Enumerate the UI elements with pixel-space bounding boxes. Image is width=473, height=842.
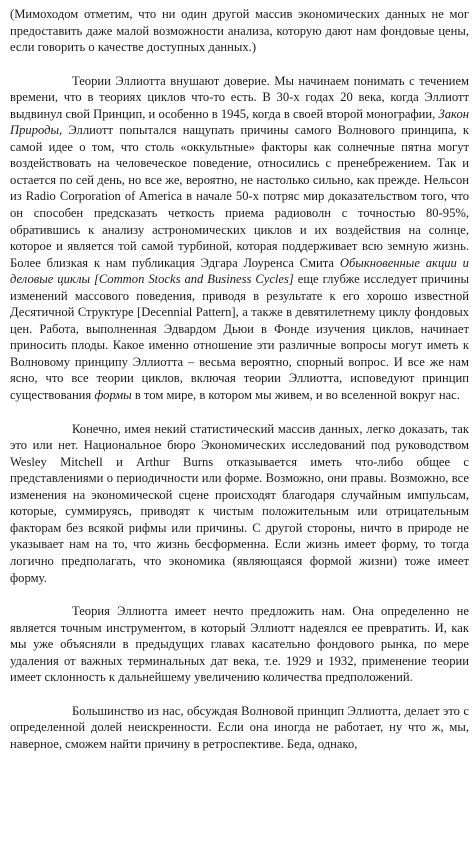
paragraph-statistics — [10, 421, 469, 586]
text-span: Теория Эллиотта имеет нечто предложить нам. Она определенно не является точным инструментом, в который Эллиотт надеялся ее превратить. И, как мы уже объясняли в предыдущих главах касательно фондового рынка, по мере удаления от важных терминальных дат века, т.е. 1929 и 1932, применение теории имеет склонность к дальнейшему увеличению количества предположений. — [10, 604, 469, 685]
book-title-law-of-nature: Закон Природы, — [10, 106, 469, 138]
text-span: Большинство из нас, обсуждая Волновой принцип Эллиотта, делает это с определенной долей неискренности. Если она иногда не работает, ну что ж, мы, наверное, сможем найти причину в ретроспективе. Беда, однако, — [10, 703, 469, 751]
note-text: (Мимоходом отметим, что ни один другой массив экономических данных не мог предоставить даже малой возможности анализа, которую дают нам фондовые цены, если говорить о качестве доступных данных.) — [10, 7, 469, 55]
paragraph-elliott-offers — [10, 603, 469, 686]
text-span: Теории Эллиотта внушают доверие. Мы начинаем понимать с течением времени, что в теориях циклов что-то есть. В 30-х годах 20 века, когда Эллиотт выдвинул свой Принцип, и особенно в 1945, когда в своей второй монографии, — [10, 73, 469, 121]
paragraph-gap — [10, 686, 469, 703]
paragraph-gap — [10, 586, 469, 603]
paragraph-most-of-us — [10, 703, 469, 753]
book-title-common-stocks: Обыкновенные акции и деловые циклы [Common Stocks and Business Cycles] — [10, 255, 469, 287]
text-span: в том мире, в котором мы живем, и во вселенной вокруг нас. — [131, 388, 460, 403]
paragraph-gap — [10, 56, 469, 73]
paragraph-elliott-trust — [10, 73, 469, 404]
text-span: Эллиотт попытался нащупать причины самого Волнового принципа, к самой идее о том, что столь «оккультные» факторы как солнечные пятна могут воздействовать на человеческое поведение, относились с пренебрежением. Так и остается по сей день, но все же, вероятно, не настолько сильно, как прежде. Нельсон из Radio Corporation of America в начале 50-х потряс мир доказательством того, что он способен предсказать четкость приема радиоволн с точностью 80-95%, обратившись к анализу астрономических циклов и их воздействия на солнце, которое и является той самой турбиной, которая поддерживает всю земную жизнь. Более близкая к нам публикация Эдгара Лоуренса Смита — [10, 123, 469, 270]
emphasis-form: формы — [94, 388, 132, 403]
text-span: Конечно, имея некий статистический массив данных, легко доказать, так это или нет. Национальное бюро Экономических исследований под руководством Wesley Mitchell и Arthur Burns отказывается иметь что-либо общее с представлениями о периодичности или форме. Возможно, они правы. Возможно, все изменения на экономической сцене происходят благодаря случайным импульсам, которые, суммируясь, приводят к чистым положительным или отрицательным факторам без всякой рифмы или причины. С другой стороны, ничто в природе не указывает нам на то, что жизнь бесформенна. Если жизнь имеет форму, то тогда логично предполагать, что экономика (являющаяся формой жизни) тоже имеет форму. — [10, 421, 469, 585]
parenthetical-note — [10, 6, 469, 56]
text-span: еще глубже исследует причины изменений массового поведения, приводя в результате к его хорошо известной Десятичной Структуре [Decennial Pattern], а также в девятилетнему циклу фондовых цен. Работа, выполненная Эдвардом Дьюи в Фонде изучения циклов, начинает приносить плоды. Какое именно отношение эти различные вопросы могут иметь к Волновому принципу Эллиотта – весьма вероятно, спорный вопрос. И все же нам ясно, что все теории циклов, включая теории Эллиотта, исповедуют принцип существования — [10, 272, 469, 403]
paragraph-gap — [10, 404, 469, 421]
